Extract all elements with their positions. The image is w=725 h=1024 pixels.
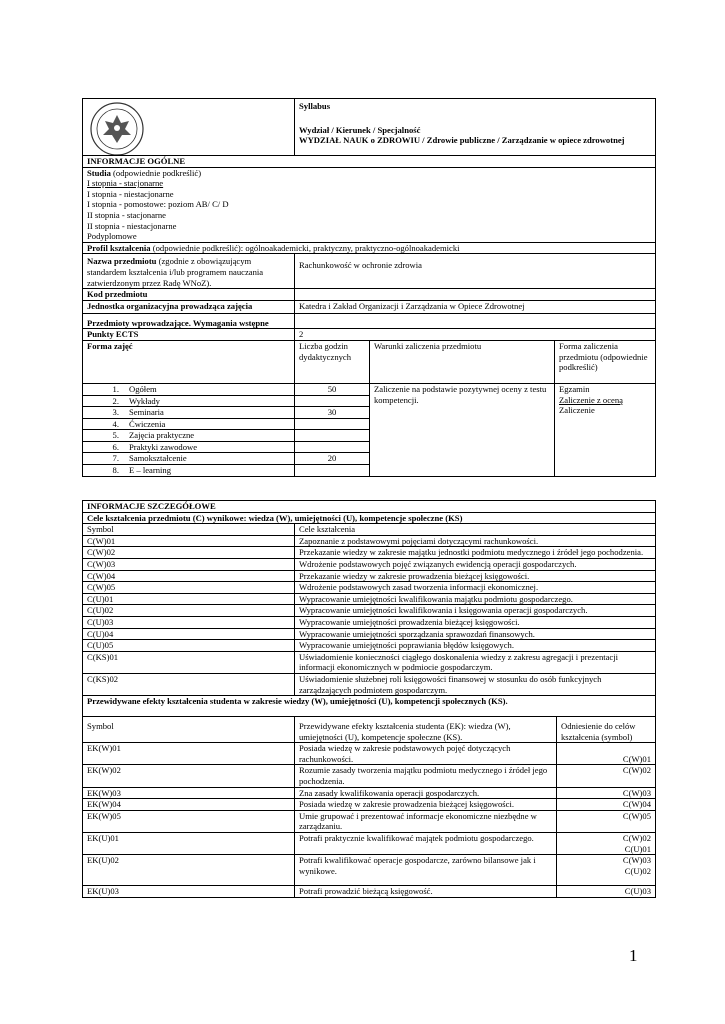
form-row: 6. Praktyki zawodowe [83,441,295,453]
effects-col-effects: Przewidywane efekty kształcenia studenta (EK): wiedza (W), umiejętności (U), kompetencje społeczne (KS). [295,717,557,743]
goal-symbol: C(W)05 [83,582,295,594]
effect-text: Potrafi prowadzić bieżącą księgowość. [295,886,557,898]
hours-label: Liczba godzin dydaktycznych [295,340,370,383]
studies-hint: (odpowiednie podkreślić) [113,167,202,178]
goal-symbol: C(W)03 [83,558,295,570]
form-row: 8. E – learning [83,465,295,477]
credit-form-label: Forma zaliczenia przedmiotu (odpowiednie podkreślić) [555,340,656,383]
study-level: Podyplomowe [87,231,137,242]
effect-symbol: EK(W)05 [83,810,295,832]
effect-text: Potrafi praktycznie kwalifikować majątek podmiotu gospodarczego. [295,833,557,855]
conditions-value: Zaliczenie na podstawie pozytywnej oceny z testu kompetencji. [370,383,555,476]
goal-symbol: C(U)03 [83,616,295,628]
study-level: I stopnia - niestacjonarne [87,188,174,199]
logo-cell [83,99,295,156]
goal-text: Zapoznanie z podstawowymi pojęciami dotyczącymi rachunkowości. [295,535,656,547]
profile-values: : ogólnoakademicki, praktyczny, praktyczno-ogólnoakademicki [240,242,460,253]
hours-value: 20 [295,453,370,465]
effect-ref: C(W)05 [557,810,656,832]
effect-symbol: EK(W)03 [83,787,295,799]
goal-text: Wypracowanie umiejętności sporządzania sprawozdań finansowych. [295,628,656,640]
effect-symbol: EK(U)02 [83,855,295,886]
effect-text: Zna zasady kwalifikowania operacji gospodarczych. [295,787,557,799]
code-label: Kod przedmiotu [83,289,295,301]
effects-col-symbol: Symbol [83,717,295,743]
goal-symbol: C(W)04 [83,570,295,582]
syllabus-table [82,98,656,477]
effect-text: Rozumie zasady tworzenia majątku podmiotu medycznego i źródeł jego pochodzenia. [295,765,557,787]
subject-label: Nazwa przedmiotu [87,256,157,267]
goal-symbol: C(U)05 [83,640,295,652]
hours-value: 30 [295,407,370,419]
goal-text: Wypracowanie umiejętności kwalifikowania i księgowania operacji gospodarczych. [295,605,656,617]
goal-text: Przekazanie wiedzy w zakresie majątku jednostki podmiotu medycznego i źródeł jego pochodzenia. [295,547,656,559]
prereq-value [295,313,656,329]
effect-ref: C(W)03 C(U)02 [557,855,656,886]
effect-text: Umie grupować i prezentować informacje ekonomiczne niezbędne w zarządzaniu. [295,810,557,832]
hours-value [295,465,370,477]
syllabus-title: Syllabus [299,101,331,111]
effect-text: Posiada wiedzę w zakresie podstawowych pojęć dotyczących rachunkowości. [295,743,557,765]
form-row: 4. Ćwiczenia [83,418,295,430]
goal-symbol: C(U)01 [83,593,295,605]
effect-text: Potrafi kwalifikować operacje gospodarcze, zarówno bilansowe jak i wynikowe. [295,855,557,886]
effect-text: Posiada wiedzę w zakresie prowadzenia bieżącej księgowości. [295,799,557,811]
unit-value: Katedra i Zakład Organizacji i Zarządzania w Opiece Zdrowotnej [295,300,656,313]
effect-ref: C(W)01 [557,743,656,765]
hours-value [295,430,370,442]
goal-symbol: C(KS)02 [83,673,295,695]
effect-symbol: EK(U)03 [83,886,295,898]
effect-ref: C(W)02 [557,765,656,787]
goal-text: Przekazanie wiedzy w zakresie prowadzenia bieżącej księgowości. [295,570,656,582]
form-row: 5. Zajęcia praktyczne [83,430,295,442]
effects-heading: Przewidywane efekty kształcenia studenta w zakresie wiedzy (W), umiejętności (U), kompetencji społecznych (KS). [83,696,656,717]
form-label: Forma zajęć [83,340,295,383]
goal-text: Wdrożenie podstawowych zasad tworzenia informacji ekonomicznej. [295,582,656,594]
effect-ref: C(W)03 [557,787,656,799]
goals-heading: Cele kształcenia przedmiotu (C) wynikowe: wiedza (W), umiejętności (U), kompetencje społeczne (KS) [83,512,656,524]
effect-symbol: EK(W)02 [83,765,295,787]
hours-value [295,441,370,453]
goal-symbol: C(KS)01 [83,651,295,673]
goal-symbol: C(W)01 [83,535,295,547]
goal-symbol: C(U)02 [83,605,295,617]
header-cell [295,99,656,156]
goal-symbol: C(W)02 [83,547,295,559]
conditions-label: Warunki zaliczenia przedmiotu [370,340,555,383]
effect-ref: C(W)02 C(U)01 [557,833,656,855]
goal-text: Wypracowanie umiejętności prowadzenia bieżącej księgowości. [295,616,656,628]
studies-label: Studia [87,167,111,178]
form-row: 2. Wykłady [83,395,295,407]
subject-hint: (zgodnie z obowiązującym standardem kształcenia i/lub programem nauczania zatwierdzonym przez Radę WNoZ). [87,256,264,288]
code-value [295,289,656,301]
general-info-heading: INFORMACJE OGÓLNE [83,156,656,168]
study-level: I stopnia - pomostowe: poziom AB/ C/ D [87,199,229,210]
faculty-value: WYDZIAŁ NAUK o ZDROWIU / Zdrowie publiczne / Zarządzanie w opiece zdrowotnej [299,135,625,146]
profile-hint: (odpowiednie podkreślić) [152,242,241,253]
goal-text: Uświadomienie służebnej roli księgowości finansowej w stosunku do osób funkcyjnych zarządzających podmiotem gospodarczym. [295,673,656,695]
study-level: I stopnia - stacjonarne [87,178,164,189]
subject-label-cell [83,254,295,289]
page-number: 1 [629,946,638,965]
goal-text: Uświadomienie konieczności ciągłego doskonalenia wiedzy z zakresu agregacji i prezentacji informacji ekonomicznych w podmiocie gospodarczym. [295,651,656,673]
credit-form-option: Zaliczenie z oceną [559,394,623,405]
hours-value [295,418,370,430]
study-level: II stopnia - stacjonarne [87,209,166,220]
hours-value [295,395,370,407]
form-row: 7. Samokształcenie [83,453,295,465]
effect-symbol: EK(W)01 [83,743,295,765]
subject-value: Rachunkowość w ochronie zdrowia [295,254,656,289]
goal-symbol: C(U)04 [83,628,295,640]
form-row: 1. Ogółem [83,383,295,395]
goals-col-goals: Cele kształcenia [295,524,656,536]
profile-cell [83,242,656,254]
hours-value: 50 [295,383,370,395]
study-level: II stopnia - niestacjonarne [87,220,177,231]
ects-label: Punkty ECTS [83,329,295,341]
effect-symbol: EK(W)04 [83,799,295,811]
detailed-table [82,500,656,898]
faculty-label: Wydział / Kierunek / Specjalność [299,124,421,135]
university-seal-icon [89,101,145,156]
credit-form-option: Zaliczenie [559,405,595,416]
effects-col-ref: Odniesienie do celów kształcenia (symbol) [557,717,656,743]
effect-symbol: EK(U)01 [83,833,295,855]
ects-value: 2 [295,329,656,341]
goal-text: Wypracowanie umiejętności poprawiania błędów księgowych. [295,640,656,652]
effect-ref: C(U)03 [557,886,656,898]
prereq-label: Przedmioty wprowadzające. Wymagania wstępne [83,313,295,329]
goal-text: Wypracowanie umiejętności kwalifikowania majątku podmiotu gospodarczego. [295,593,656,605]
effect-ref: C(W)04 [557,799,656,811]
credit-form-option: Egzamin [559,383,590,394]
goal-text: Wdrożenie podstawowych pojęć związanych ewidencją operacji gospodarczych. [295,558,656,570]
form-row: 3. Seminaria [83,407,295,419]
credit-forms-cell [555,383,656,476]
studies-cell [83,167,656,242]
profile-label: Profil kształcenia [87,242,151,253]
detailed-heading: INFORMACJE SZCZEGÓŁOWE [83,501,656,513]
unit-label: Jednostka organizacyjna prowadząca zajęcia [83,300,295,313]
goals-col-symbol: Symbol [83,524,295,536]
